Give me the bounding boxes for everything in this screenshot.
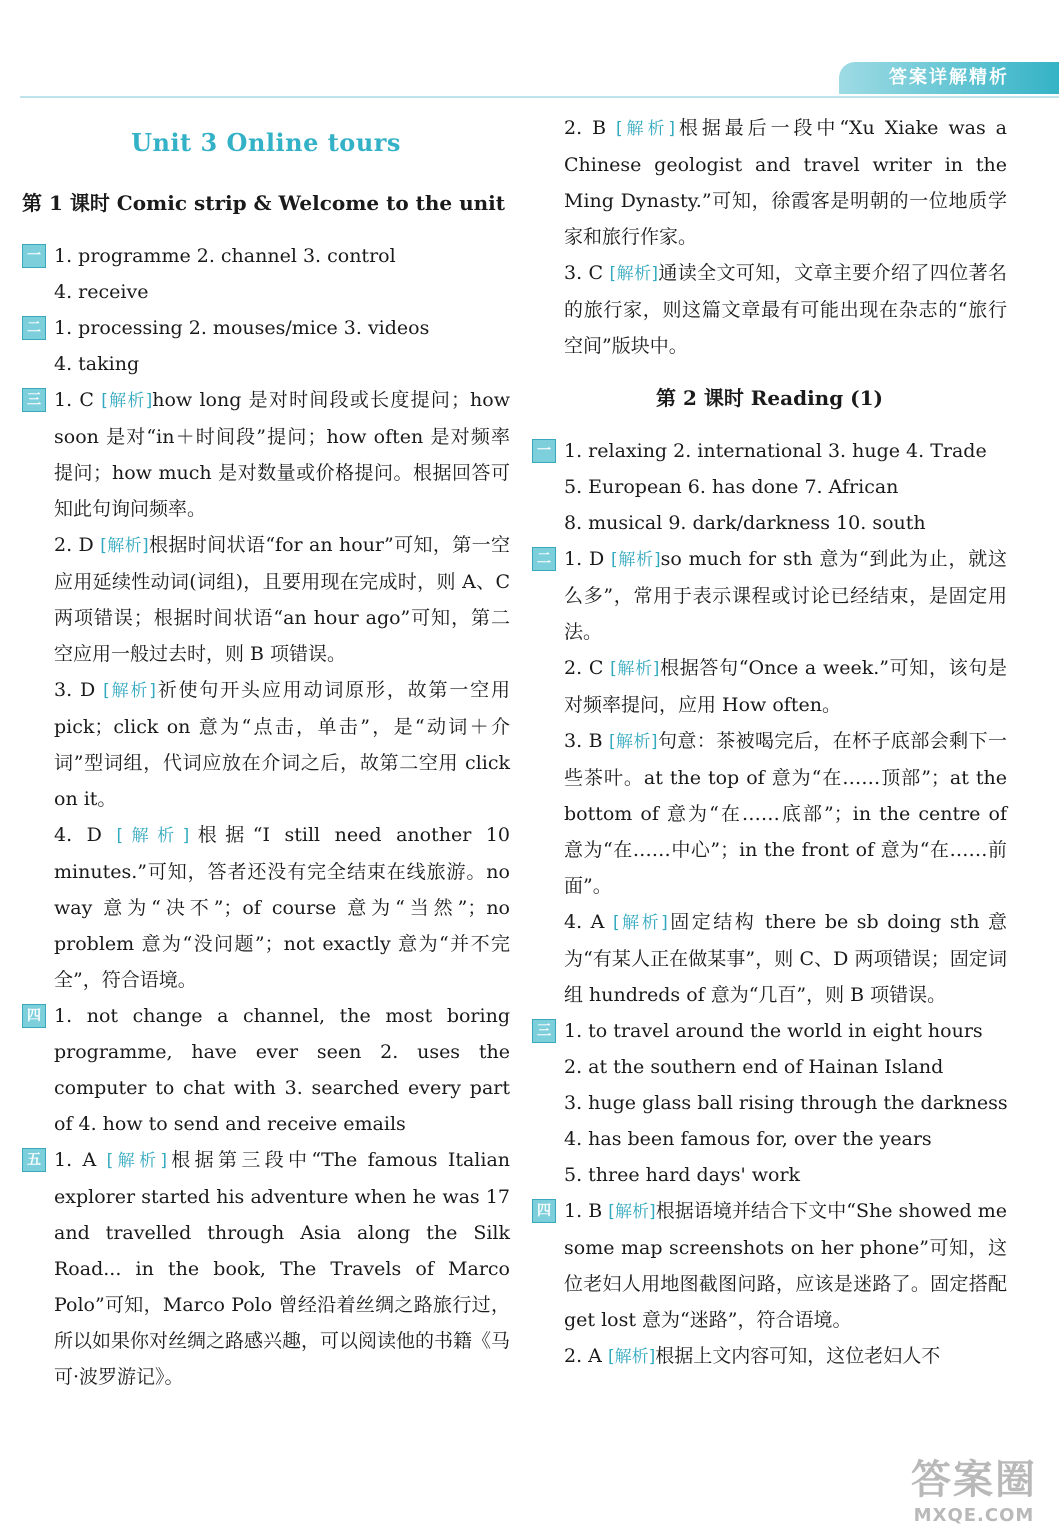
answer-number: 3. D: [54, 679, 96, 701]
analysis-tag: [解析]: [100, 536, 149, 556]
watermark-url: MXQE.COM: [913, 1505, 1035, 1526]
answer-line: 1. to travel around the world in eight hours: [564, 1020, 983, 1042]
watermark-logo: [899, 1448, 1049, 1528]
analysis-text: 根据语境并结合下文中“She showed me some map screenshots on her phone”可知，这位老妇人用地图截图问路，应该是迷路了。固定搭配 get lost 意为“迷路”，符合语境。: [564, 1200, 1007, 1331]
answer-number: 2. B: [564, 117, 607, 139]
answer-item: [54, 1142, 510, 1395]
section-4: [532, 1193, 1007, 1375]
analysis-text: 句意：茶被喝完后，在杯子底部会剩下一些茶叶。at the top of 意为“在……顶部”；at the bottom of 意为“在……底部”；in the centre of 意为“在……中心”；in the front of 意为“在……前面”。: [564, 730, 1007, 897]
answer-line: 4. receive: [54, 281, 149, 303]
analysis-tag: [解析]: [612, 913, 668, 933]
section-number-badge: 四: [532, 1199, 556, 1223]
answer-number: 3. C: [564, 262, 604, 284]
answer-number: 1. D: [564, 548, 605, 570]
answer-item: [54, 672, 510, 817]
answer-item: [564, 255, 1007, 364]
answer-item: [564, 904, 1007, 1013]
section-5-continued: [532, 110, 1007, 364]
answer-line: 4. has been famous for, over the years: [564, 1128, 932, 1150]
analysis-text: 根据上文内容可知，这位老妇人不: [655, 1345, 941, 1367]
lesson-2-title: 第 2 课时 Reading (1): [655, 386, 884, 410]
analysis-text: so much for sth 意为“到此为止，就这么多”，常用于表示课程或讨论已经结束，是固定用法。: [564, 548, 1008, 643]
answer-number: 2. C: [564, 657, 604, 679]
analysis-tag: [解析]: [607, 1347, 656, 1367]
analysis-text: 祈使句开头应用动词原形，故第一空用 pick；click on 意为“点击，单击”，是“动词＋介词”型词组，代词应放在介词之后，故第二空用 click on it。: [54, 679, 510, 810]
analysis-text: 根据第三段中“The famous Italian explorer started his adventure when he was 17 and travelled through Asia along the Silk Road... in the book, The Travels of Marco Polo”可知，Marco Polo 曾经沿着丝绸之路旅行过，所以如果你对丝绸之路感兴趣，可以阅读他的书籍《马可·波罗游记》。: [54, 1149, 511, 1388]
page-header: [0, 0, 1059, 98]
answer-line: 1. programme 2. channel 3. control: [54, 245, 396, 267]
answer-item: [54, 998, 510, 1142]
answer-item: [564, 1193, 1007, 1338]
answer-number: 2. D: [54, 534, 94, 556]
analysis-tag: [解析]: [611, 550, 661, 570]
section-5: [22, 1142, 510, 1395]
analysis-text: 根据时间状语“for an hour”可知，第一空应用延续性动词(词组)，且要用现在完成时，则 A、C 两项错误；根据时间状语“an hour ago”可知，第二空应用一般过去时，则 B 项错误。: [54, 534, 511, 665]
answer-number: 1. B: [564, 1200, 603, 1222]
answer-number: 1. C: [54, 389, 94, 411]
section-2: [22, 310, 510, 382]
analysis-tag: [解析]: [101, 391, 153, 411]
answer-item: [54, 527, 510, 672]
analysis-tag: [解析]: [609, 264, 658, 284]
answer-item: [54, 817, 510, 998]
analysis-text: 固定结构 there be sb doing sth 意为“有某人正在做某事”，则 C、D 两项错误；固定词组 hundreds of 意为“几百”，则 B 项错误。: [564, 911, 1008, 1006]
section-number-badge: 二: [22, 316, 46, 340]
answer-line: 1. processing 2. mouses/mice 3. videos: [54, 317, 430, 339]
analysis-tag: [解析]: [608, 1202, 656, 1222]
section-number-badge: 一: [22, 244, 46, 268]
answer-line: 5. three hard days' work: [564, 1164, 801, 1186]
section-1: [532, 433, 1007, 541]
watermark-text: 答案圈: [911, 1457, 1037, 1503]
analysis-tag: [解析]: [106, 1151, 167, 1171]
answer-line: 3. huge glass ball rising through the darkness: [564, 1092, 1008, 1114]
right-column: [532, 110, 1007, 1375]
analysis-text: 通读全文可知，文章主要介绍了四位著名的旅行家，则这篇文章最有可能出现在杂志的“旅行空间”版块中。: [564, 262, 1007, 357]
section-number-badge: 二: [532, 547, 556, 571]
answer-number: 1. A: [54, 1149, 97, 1171]
answer-line: 5. European 6. has done 7. African: [564, 476, 899, 498]
analysis-tag: [解析]: [103, 681, 156, 701]
section-3: [22, 382, 510, 998]
header-rule: [20, 96, 1059, 98]
answer-item: [564, 1338, 1007, 1375]
answer-number: 4. A: [564, 911, 605, 933]
answer-text: 1. not change a channel, the most boring programme, have ever seen 2. uses the computer to chat with 3. searched every part of 4. how to send and receive emails: [54, 1005, 510, 1135]
section-number-badge: 四: [22, 1004, 46, 1028]
answer-item: [564, 541, 1007, 650]
answer-line: 8. musical 9. dark/darkness 10. south: [564, 512, 926, 534]
section-number-badge: 一: [532, 439, 556, 463]
section-number-badge: 三: [532, 1019, 556, 1043]
section-number-badge: 五: [22, 1148, 46, 1172]
answer-line: 2. at the southern end of Hainan Island: [564, 1056, 944, 1078]
analysis-text: 根据最后一段中“Xu Xiake was a Chinese geologist and travel writer in the Ming Dynasty.”可知，徐霞客是明朝的一位地质学家和旅行作家。: [564, 117, 1008, 248]
answer-number: 2. A: [564, 1345, 602, 1367]
analysis-tag: [解析]: [116, 826, 190, 846]
section-4: [22, 998, 510, 1142]
answer-item: [564, 110, 1007, 255]
answer-number: 4. D: [54, 824, 102, 846]
left-column: [22, 110, 510, 1395]
analysis-tag: [解析]: [609, 732, 658, 752]
answer-item: [564, 723, 1007, 904]
answer-item: [564, 650, 1007, 723]
section-number-badge: 三: [22, 388, 46, 412]
answer-line: 1. relaxing 2. international 3. huge 4. Trade: [564, 440, 987, 462]
answer-item: [54, 382, 510, 527]
lesson-1-title: 第 1 课时 Comic strip & Welcome to the unit: [22, 191, 506, 215]
section-3: [532, 1013, 1007, 1193]
analysis-tag: [解析]: [610, 659, 660, 679]
answer-badge: 答案详解精析: [839, 62, 1059, 94]
unit-title: Unit 3 Online tours: [131, 128, 401, 157]
analysis-text: 根据答句“Once a week.”可知，该句是对频率提问，应用 How often。: [564, 657, 1008, 716]
analysis-text: how long 是对时间段或长度提问；how soon 是对“in＋时间段”提问；how often 是对频率提问；how much 是对数量或价格提问。根据回答可知此句询问频率。: [54, 389, 510, 520]
answer-line: 4. taking: [54, 353, 140, 375]
analysis-tag: [解析]: [616, 119, 676, 139]
answer-number: 3. B: [564, 730, 603, 752]
analysis-text: 根据“I still need another 10 minutes.”可知，答者还没有完全结束在线旅游。no way 意为“决不”；of course 意为“当然”；no problem 意为“没问题”；not exactly 意为“并不完全”，符合语境。: [54, 824, 511, 991]
section-2: [532, 541, 1007, 1013]
section-1: [22, 238, 510, 310]
